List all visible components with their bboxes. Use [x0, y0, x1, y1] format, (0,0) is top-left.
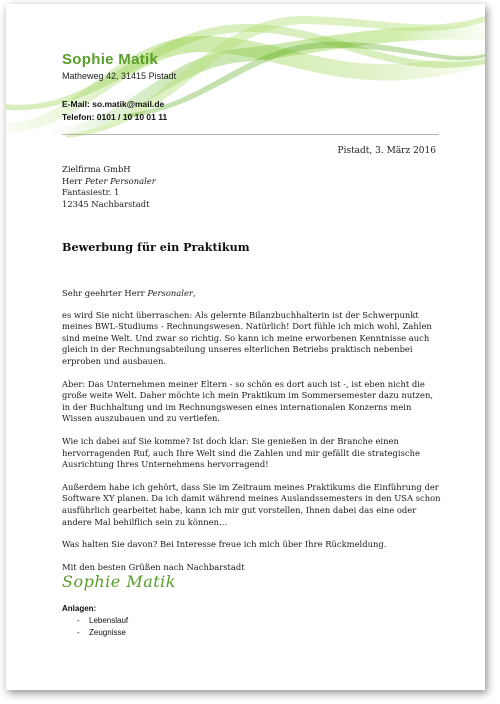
- sender-name: Sophie Matik: [62, 51, 159, 68]
- attachment-item: [77, 628, 128, 638]
- header-divider: [62, 134, 439, 135]
- paragraph: Außerdem habe ich gehört, dass Sie im Zeitraum meines Praktikums die Einführung der Software XY planen. Da ich damit während meines Auslandssemesters in den USA schon ausführlich gearbeitet habe, kann ich mir gut vorstellen, Ihnen dabei das eine oder andere Mal behilflich sein zu können…: [62, 481, 441, 527]
- attachments-title: Anlagen:: [62, 604, 97, 613]
- recipient-person-line: [62, 176, 156, 188]
- letter-subject: Bewerbung für ein Praktikum: [62, 240, 250, 254]
- paragraph: Wie ich dabei auf Sie komme? Ist doch klar: Sie genießen in der Branche einen hervorragenden Ruf, auch Ihre Welt sind die Zahlen und mir gefällt die strategische Ausrichtung Ihres Unternehmens hervorragend!: [62, 435, 420, 470]
- sender-contact: [62, 98, 167, 123]
- recipient-company: Zielfirma GmbH: [62, 164, 131, 174]
- greeting-end: ,: [192, 288, 196, 298]
- recipient-street: Fantasiestr. 1: [62, 187, 120, 198]
- recipient-address: [62, 164, 156, 210]
- paragraph: Aber: Das Unternehmen meiner Eltern - so schön es dort auch ist -, ist eben nicht die große weite Welt. Daher möchte ich mein Praktikum im Sommersemester dazu nutzen, in der Buchhaltung und im Rechnungswesen eines internationalen Konzerns mein Wissen auszubauen und zu vertiefen.: [62, 378, 434, 424]
- greeting-name: Personaler: [147, 288, 193, 298]
- attachment-item: [77, 616, 128, 626]
- letter-body: [62, 288, 442, 584]
- bullet: -: [77, 616, 80, 625]
- attachment-label: Lebenslauf: [89, 616, 129, 625]
- signature: Sophie Matik: [62, 572, 176, 591]
- attachments: [62, 604, 128, 640]
- bullet: -: [77, 628, 80, 637]
- paragraph: Was halten Sie davon? Bei Interesse freue ich mich über Ihre Rückmeldung.: [62, 539, 387, 550]
- attachments-list: [62, 616, 128, 638]
- attachment-label: Zeugnisse: [89, 628, 126, 637]
- greeting: [62, 288, 442, 300]
- sender-email: E-Mail: so.matik@mail.de: [62, 99, 165, 109]
- recipient-title: Herr: [62, 175, 85, 186]
- sender-address: Matheweg 42, 31415 Pistadt: [62, 71, 177, 81]
- sender-phone: Telefon: 0101 / 10 10 01 11: [62, 111, 168, 122]
- paragraph: es wird Sie nicht überraschen: Als gelernte Bilanzbuchhalterin ist der Schwerpunkt meines BWL-Studiums - Rechnungswesen. Natürlich! Dort fühle ich mich wohl, Zahlen sind meine Welt. Und zwar so richtig. So kann ich meine erworbenen Kenntnisse auch gleich in der Rechnungsabteilung unseres elterlichen Betriebs praktisch nebenbei erproben und ausbauen.: [62, 309, 432, 366]
- letter-date: Pistadt, 3. März 2016: [337, 146, 436, 156]
- greeting-text: Sehr geehrter Herr: [62, 288, 148, 298]
- closing: Mit den besten Grüßen nach Nachbarstadt: [62, 561, 245, 572]
- recipient-person: Peter Personaler: [84, 175, 156, 186]
- letter-page: [6, 4, 485, 690]
- recipient-city: 12345 Nachbarstadt: [62, 198, 150, 209]
